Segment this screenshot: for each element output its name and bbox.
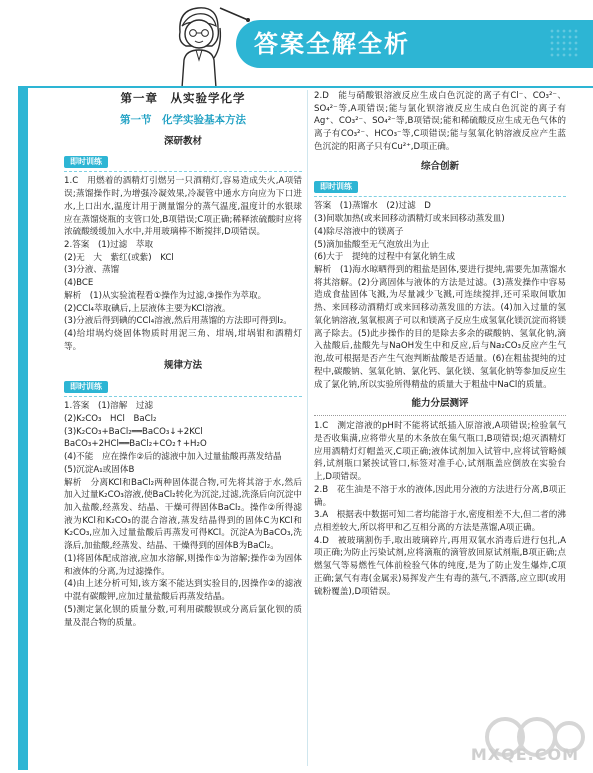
banner-dot-pattern <box>549 28 579 58</box>
dotted-divider <box>314 415 566 416</box>
answer-paragraph: (4)不能 应在操作②后的滤液中加入过量盐酸再蒸发结晶 <box>64 452 282 463</box>
answer-paragraph: (5)测定氯化钡的质量分数,可利用碳酸钡或分离后氯化钡的质量及混合物的质量。 <box>64 604 302 628</box>
answer-paragraph: 1.答案 (1)溶解 过滤 <box>64 401 154 412</box>
answer-paragraph: (2)CCl₄萃取碘后,上层液体主要为KCl溶液。 <box>64 303 231 314</box>
answer-paragraph: (4)给坩埚灼烧固体物质时用泥三角、坩埚,坩埚钳和酒精灯等。 <box>64 329 302 352</box>
answer-paragraph: (4)BCE <box>64 278 94 289</box>
answer-paragraph: 2.B 花生油是不溶于水的液体,因此用分液的方法进行分离,B项正确。 <box>314 484 566 508</box>
answer-paragraph: (4)由上述分析可知,该方案不能达到实验目的,因操作②的滤液中混有碳酸钾,应加过量盐酸后再蒸发结晶。 <box>64 579 302 603</box>
watermark-text: MXQE.COM <box>470 745 579 765</box>
answer-paragraph: (6)大于 提纯的过程中有氯化钠生成 <box>314 252 456 263</box>
drill-label: 即时训练 <box>64 156 108 169</box>
answer-paragraph: (3)间歇加热(或来回移动酒精灯或来回移动蒸发皿) <box>314 214 505 225</box>
answer-paragraph: 解析 分离KCl和BaCl₂两种固体混合物,可先将其溶于水,然后加入过量K₂CO₃溶液,使BaCl₂转化为沉淀,过滤,洗涤后向沉淀中加入盐酸,经蒸发、结晶、干燥可得固体BaCl₂。操作②所得滤液为KCl和K₂CO₃的混合溶液,蒸发结晶得到的固体C为KCl和K₂CO₃,应加入过量盐酸后再蒸发可得KCl。沉淀A为BaCO₃,洗涤后,加盐酸,经蒸发、结晶、干燥得到的固体B为BaCl₂。 <box>64 477 302 552</box>
right-column <box>314 90 566 598</box>
answer-paragraph: (3)分液后得到碘的CCl₄溶液,然后用蒸馏的方法即可得到I₂。 <box>64 316 292 327</box>
title-banner <box>236 20 593 68</box>
answer-paragraph: 1.C 用燃着的酒精灯引燃另一只酒精灯,容易造成失火,A项错误;蒸馏操作时,为增强冷凝效果,冷凝管中通水方向应为下口进水,上口出水,温度计用于测量馏分的蒸气温度,温度计的水银球应在蒸馏烧瓶的支管口处,B项错误;C项正确;稀释浓硫酸时应将浓硫酸缓缓加入水中,并用玻璃棒不断搅拌,D项错误。 <box>64 176 302 238</box>
drill-header <box>314 178 566 198</box>
answer-paragraph: 4.D 被玻璃割伤手,取出玻璃碎片,再用双氧水消毒后进行包扎,A项正确;为防止污染试剂,应将滴瓶的滴管放回原试剂瓶,B项正确;点燃氢气等易燃性气体前检验气体的纯度,是为了防止发生爆炸,C项正确;氯气有毒(金属汞)易挥发产生有毒的蒸气,不洒落,应立即(或用硫粉覆盖),D项错误。 <box>314 535 566 597</box>
part-title: 规律方法 <box>163 360 202 372</box>
answer-paragraph: 答案 (1)蒸馏水 (2)过滤 D <box>314 201 431 212</box>
part-title: 能力分层测评 <box>411 398 469 410</box>
page-title: 答案全解全析 <box>254 30 410 58</box>
frame-top-rule <box>18 86 593 88</box>
answer-paragraph: 1.C 测定溶液的pH时不能将试纸插入原溶液,A项错误;检验氧气是否收集满,应将带火星的木条放在集气瓶口,B项错误;熄灭酒精灯应用酒精灯灯帽盖灭,C项正确;液体试剂加入试管中,应将试管略倾斜,试剂瓶口紧挨试管口,标签对准手心,试剂瓶盖应倒放在实验台上,D项错误。 <box>314 421 566 483</box>
drill-label: 即时训练 <box>64 381 108 394</box>
answer-paragraph: 解析 (1)从实验流程看①操作为过滤,③操作为萃取。 <box>64 290 267 301</box>
answer-paragraph: (4)除尽溶液中的镁离子 <box>314 226 404 237</box>
answer-paragraph: (3)分液、蒸馏 <box>64 265 120 276</box>
answer-paragraph: (2)无 大 紫红(或紫) KCl <box>64 252 174 263</box>
answer-paragraph: 2.答案 (1)过滤 萃取 <box>64 239 154 250</box>
drill-header <box>64 153 302 173</box>
answer-paragraph: (3)K₂CO₃+BaCl₂══BaCO₃↓+2KCl BaCO₃+2HCl══BaCl₂+CO₂↑+H₂O <box>64 426 212 450</box>
column-divider <box>307 90 308 766</box>
answer-paragraph: (1)将固体配成溶液,应加水溶解,则操作①为溶解;操作②为固体和液体的分离,为过滤操作。 <box>64 553 302 577</box>
answer-paragraph: (5)沉淀A₁或固体B <box>64 464 135 475</box>
answer-paragraph: 2.D 能与硝酸银溶液反应生成白色沉淀的离子有Cl⁻、CO₃²⁻、SO₄²⁻等,A项错误;能与氯化钡溶液反应生成白色沉淀的离子有Ag⁺、CO₃²⁻、SO₄²⁻等,B项错误;能和稀硫酸反应生成无色气体的离子有CO₃²⁻、HCO₃⁻等,C项错误;能与氢氧化钠溶液反应产生蓝色沉淀的阳离子只有Cu²⁺,D项正确。 <box>314 91 566 152</box>
left-column <box>64 90 302 629</box>
chapter-title: 第一章 从实验学化学 <box>120 91 246 105</box>
answer-paragraph: 3.A 根据表中数据可知二者均能溶于水,密度相差不大,但二者的沸点相差较大,所以将甲和乙互相分离的方法是蒸馏,A项正确。 <box>314 510 566 534</box>
part-title: 综合创新 <box>420 160 459 172</box>
drill-header <box>64 378 302 398</box>
answer-paragraph: 解析 (1)海水晾晒得到的粗盐是固体,要进行提纯,需要先加蒸馏水将其溶解。(2)分离固体与液体的方法是过滤。(3)蒸发操作中容易造成食盐固体飞溅,为尽量减少飞溅,可连续搅拌,还可采取间歇加热、来回移动酒精灯或来回移动蒸发皿的方法。(4)加入过量的氢氧化钠溶液,氢氧根离子可以和镁离子反应生成氢氧化镁沉淀而将镁离子除去。(5)此步操作的目的是除去多余的碳酸钠、氢氧化钠,滴入盐酸后,盐酸先与NaOH发生中和反应,后与Na₂CO₃反应产生气泡,故可根据是否产生气泡判断盐酸是否适量。(6)在粗盐提纯的过程中,碳酸钠、氢氧化钠、氯化钙、氯化镁、氢氧化钠等参加反应生成了氯化钠,所以实验所得精盐的质量大于粗盐中NaCl的质量。 <box>314 265 566 390</box>
answer-paragraph: (2)K₂CO₃ HCl BaCl₂ <box>64 414 157 425</box>
part-title: 深研教材 <box>163 135 202 147</box>
answer-paragraph: (5)滴加盐酸至无气泡放出为止 <box>314 239 430 250</box>
header <box>0 0 593 88</box>
drill-label: 即时训练 <box>314 181 358 194</box>
section-title: 第一节 化学实验基本方法 <box>120 114 246 127</box>
